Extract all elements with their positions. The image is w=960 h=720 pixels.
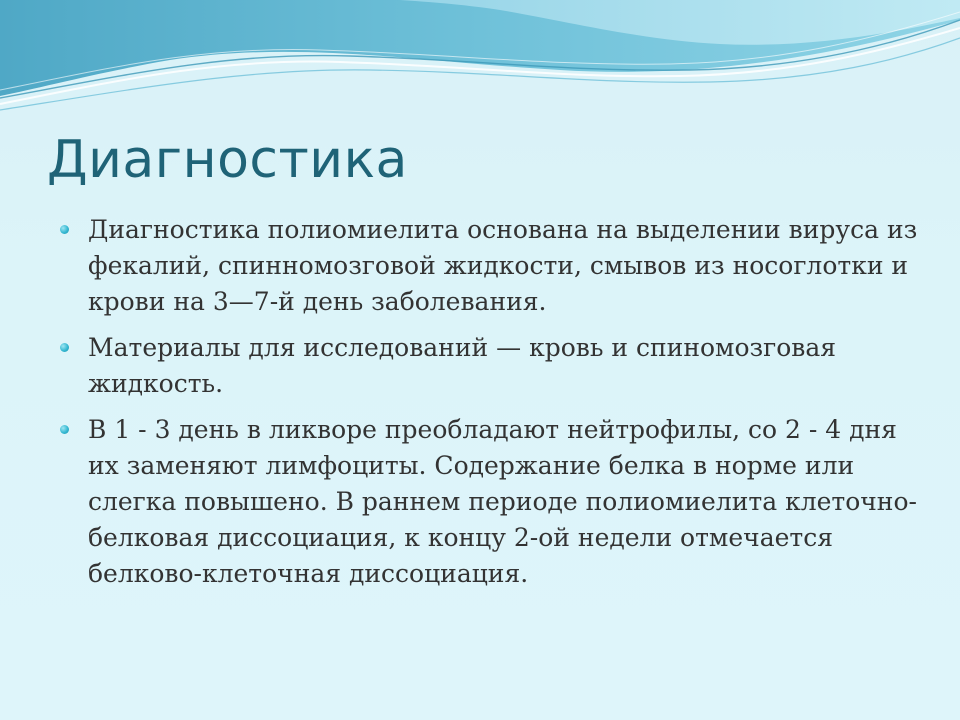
slide-title: Диагностика: [47, 130, 408, 190]
bullet-text: В 1 - 3 день в ликворе преобладают нейтрофилы, со 2 - 4 дня их заменяют лимфоциты. Содержание белка в норме или слегка повышено. В раннем периоде полиомиелита клеточно-белковая диссоциация, к концу 2-ой недели отмечается белково-клеточная диссоциация.: [88, 415, 917, 588]
bullet-text: Материалы для исследований — кровь и спиномозговая жидкость.: [88, 333, 837, 398]
bullet-text: Диагностика полиомиелита основана на выделении вируса из фекалий, спинномозговой жидкости, смывов из носоглотки и крови на 3—7-й день заболевания.: [88, 215, 918, 316]
wave-decoration: [0, 0, 960, 140]
bullet-icon: [60, 225, 69, 234]
bullet-item: [60, 212, 920, 320]
bullet-icon: [60, 343, 69, 352]
bullet-item: [60, 330, 920, 402]
bullet-item: [60, 412, 920, 592]
bullet-list: [60, 212, 920, 602]
bullet-icon: [60, 425, 69, 434]
